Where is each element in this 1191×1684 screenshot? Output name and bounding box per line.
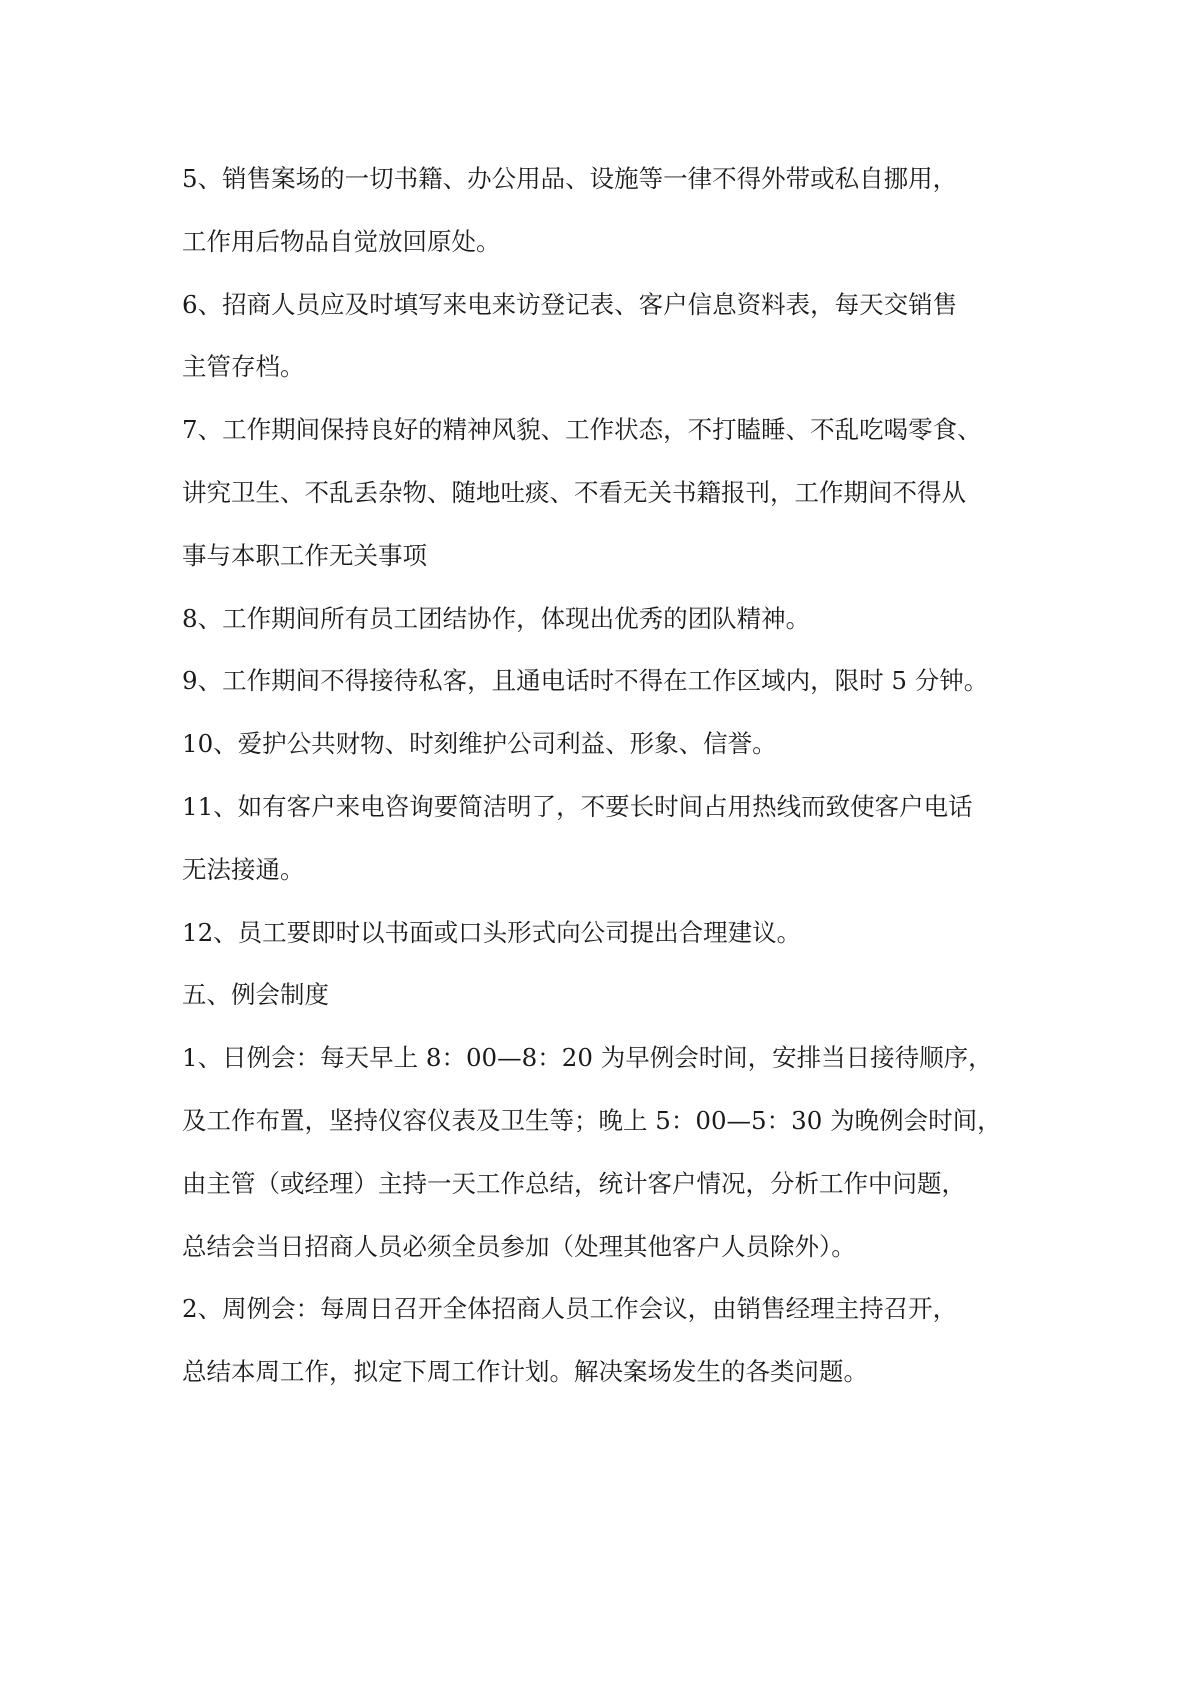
text-line-rule-8: 8、工作期间所有员工团结协作，体现出优秀的团队精神。	[182, 603, 811, 633]
text-line-daily-meeting-cont-3: 总结会当日招商人员必须全员参加（处理其他客户人员除外）。	[182, 1231, 856, 1261]
text-line-rule-11: 11、如有客户来电咨询要简洁明了，不要长时间占用热线而致使客户电话	[182, 791, 973, 821]
text-line-daily-meeting: 1、日例会：每天早上 8：00—8：20 为早例会时间，安排当日接待顺序，	[182, 1043, 993, 1073]
section-heading-meeting-system: 五、例会制度	[182, 980, 329, 1010]
text-line-weekly-meeting-cont: 总结本周工作，拟定下周工作计划。解决案场发生的各类问题。	[182, 1357, 868, 1387]
document-body	[182, 148, 1022, 1404]
text-line-rule-5: 5、销售案场的一切书籍、办公用品、设施等一律不得外带或私自挪用，	[182, 164, 958, 193]
text-line-daily-meeting-cont: 及工作布置，坚持仪容仪表及卫生等；晚上 5：00—5：30 为晚例会时间，	[182, 1105, 1002, 1135]
text-line-rule-10: 10、爱护公共财物、时刻维护公司利益、形象、信誉。	[182, 729, 777, 759]
text-line-weekly-meeting: 2、周例会：每周日召开全体招商人员工作会议，由销售经理主持召开，	[182, 1294, 958, 1324]
text-line-rule-9: 9、工作期间不得接待私客，且通电话时不得在工作区域内，限时 5 分钟。	[182, 666, 989, 696]
text-line-rule-7-cont-2: 事与本职工作无关事项	[182, 540, 427, 570]
text-line-daily-meeting-cont-2: 由主管（或经理）主持一天工作总结，统计客户情况，分析工作中问题，	[182, 1168, 966, 1198]
text-line-rule-6: 6、招商人员应及时填写来电来访登记表、客户信息资料表，每天交销售	[182, 289, 958, 319]
text-line-rule-6-cont: 主管存档。	[182, 352, 305, 382]
text-line-rule-7: 7、工作期间保持良好的精神风貌、工作状态，不打瞌睡、不乱吃喝零食、	[182, 415, 982, 445]
text-line-rule-12: 12、员工要即时以书面或口头形式向公司提出合理建议。	[182, 917, 802, 947]
text-line-rule-5-cont: 工作用后物品自觉放回原处。	[182, 226, 501, 256]
text-line-rule-11-cont: 无法接通。	[182, 854, 305, 884]
text-line-rule-7-cont: 讲究卫生、不乱丢杂物、随地吐痰、不看无关书籍报刊，工作期间不得从	[182, 477, 966, 507]
